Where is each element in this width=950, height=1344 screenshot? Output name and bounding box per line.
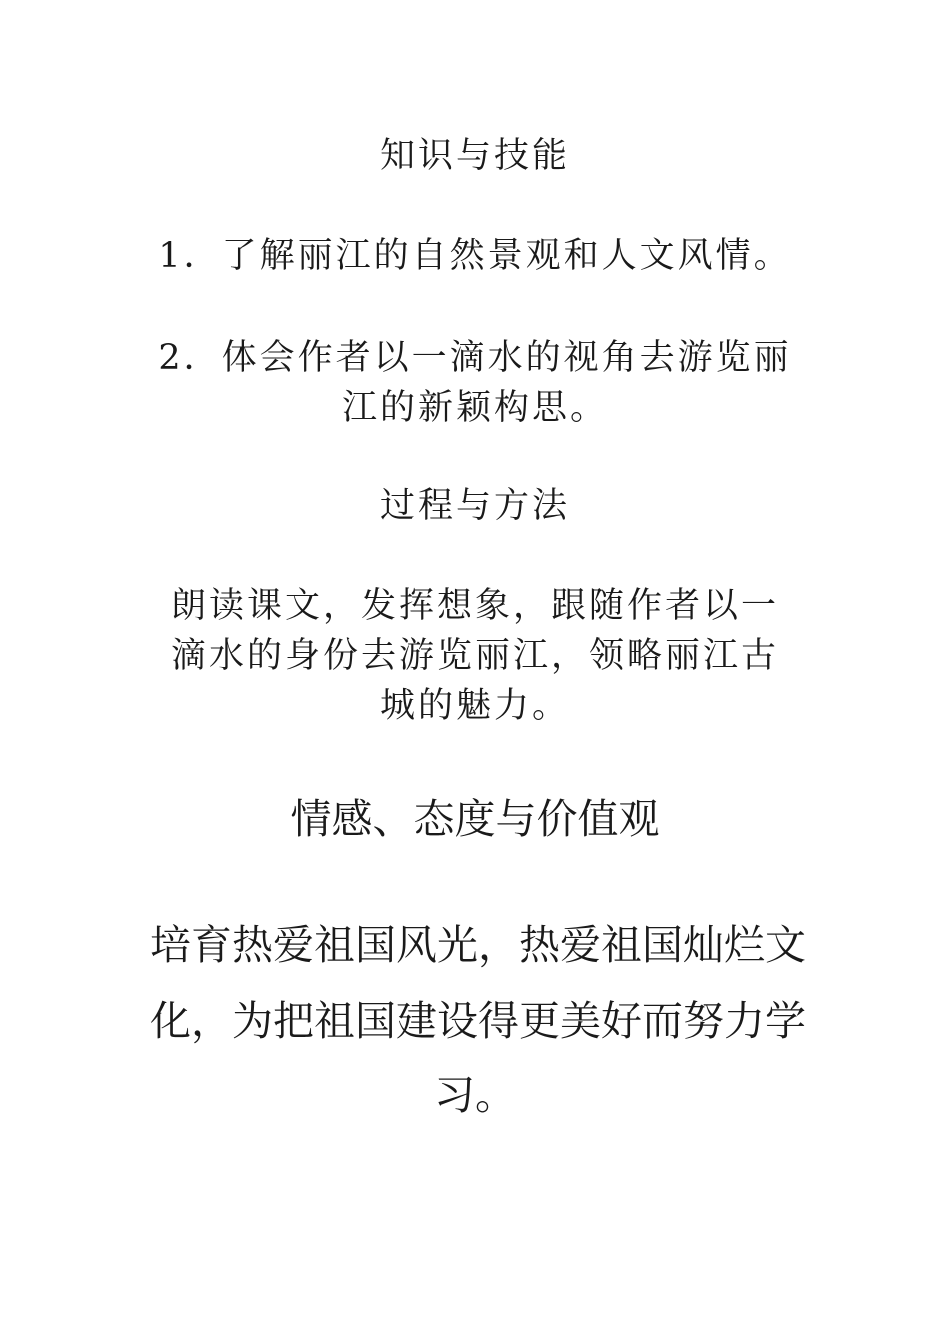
section-heading-emotion-values: 情感、态度与价值观 — [290, 795, 660, 843]
values-paragraph-line-1: 培育热爱祖国风光，热爱祖国灿烂文 — [150, 921, 806, 969]
process-paragraph-line-2: 滴水的身份去游览丽江，领略丽江古 — [170, 636, 779, 676]
process-paragraph-line-1: 朗读课文，发挥想象，跟随作者以一 — [170, 586, 779, 626]
values-paragraph-line-3: 习。 — [434, 1071, 516, 1119]
objective-item-2-line-2: 江的新颖构思。 — [341, 388, 608, 428]
process-paragraph-line-3: 城的魅力。 — [379, 686, 570, 726]
values-paragraph-line-2: 化，为把祖国建设得更美好而努力学 — [150, 997, 806, 1045]
objective-item-2-line-1: 2．体会作者以一滴水的视角去游览丽 — [158, 338, 792, 378]
objective-item-1: 1．了解丽江的自然景观和人文风情。 — [158, 236, 792, 276]
section-heading-process-method: 过程与方法 — [379, 486, 570, 526]
section-heading-knowledge-skills: 知识与技能 — [379, 136, 570, 176]
